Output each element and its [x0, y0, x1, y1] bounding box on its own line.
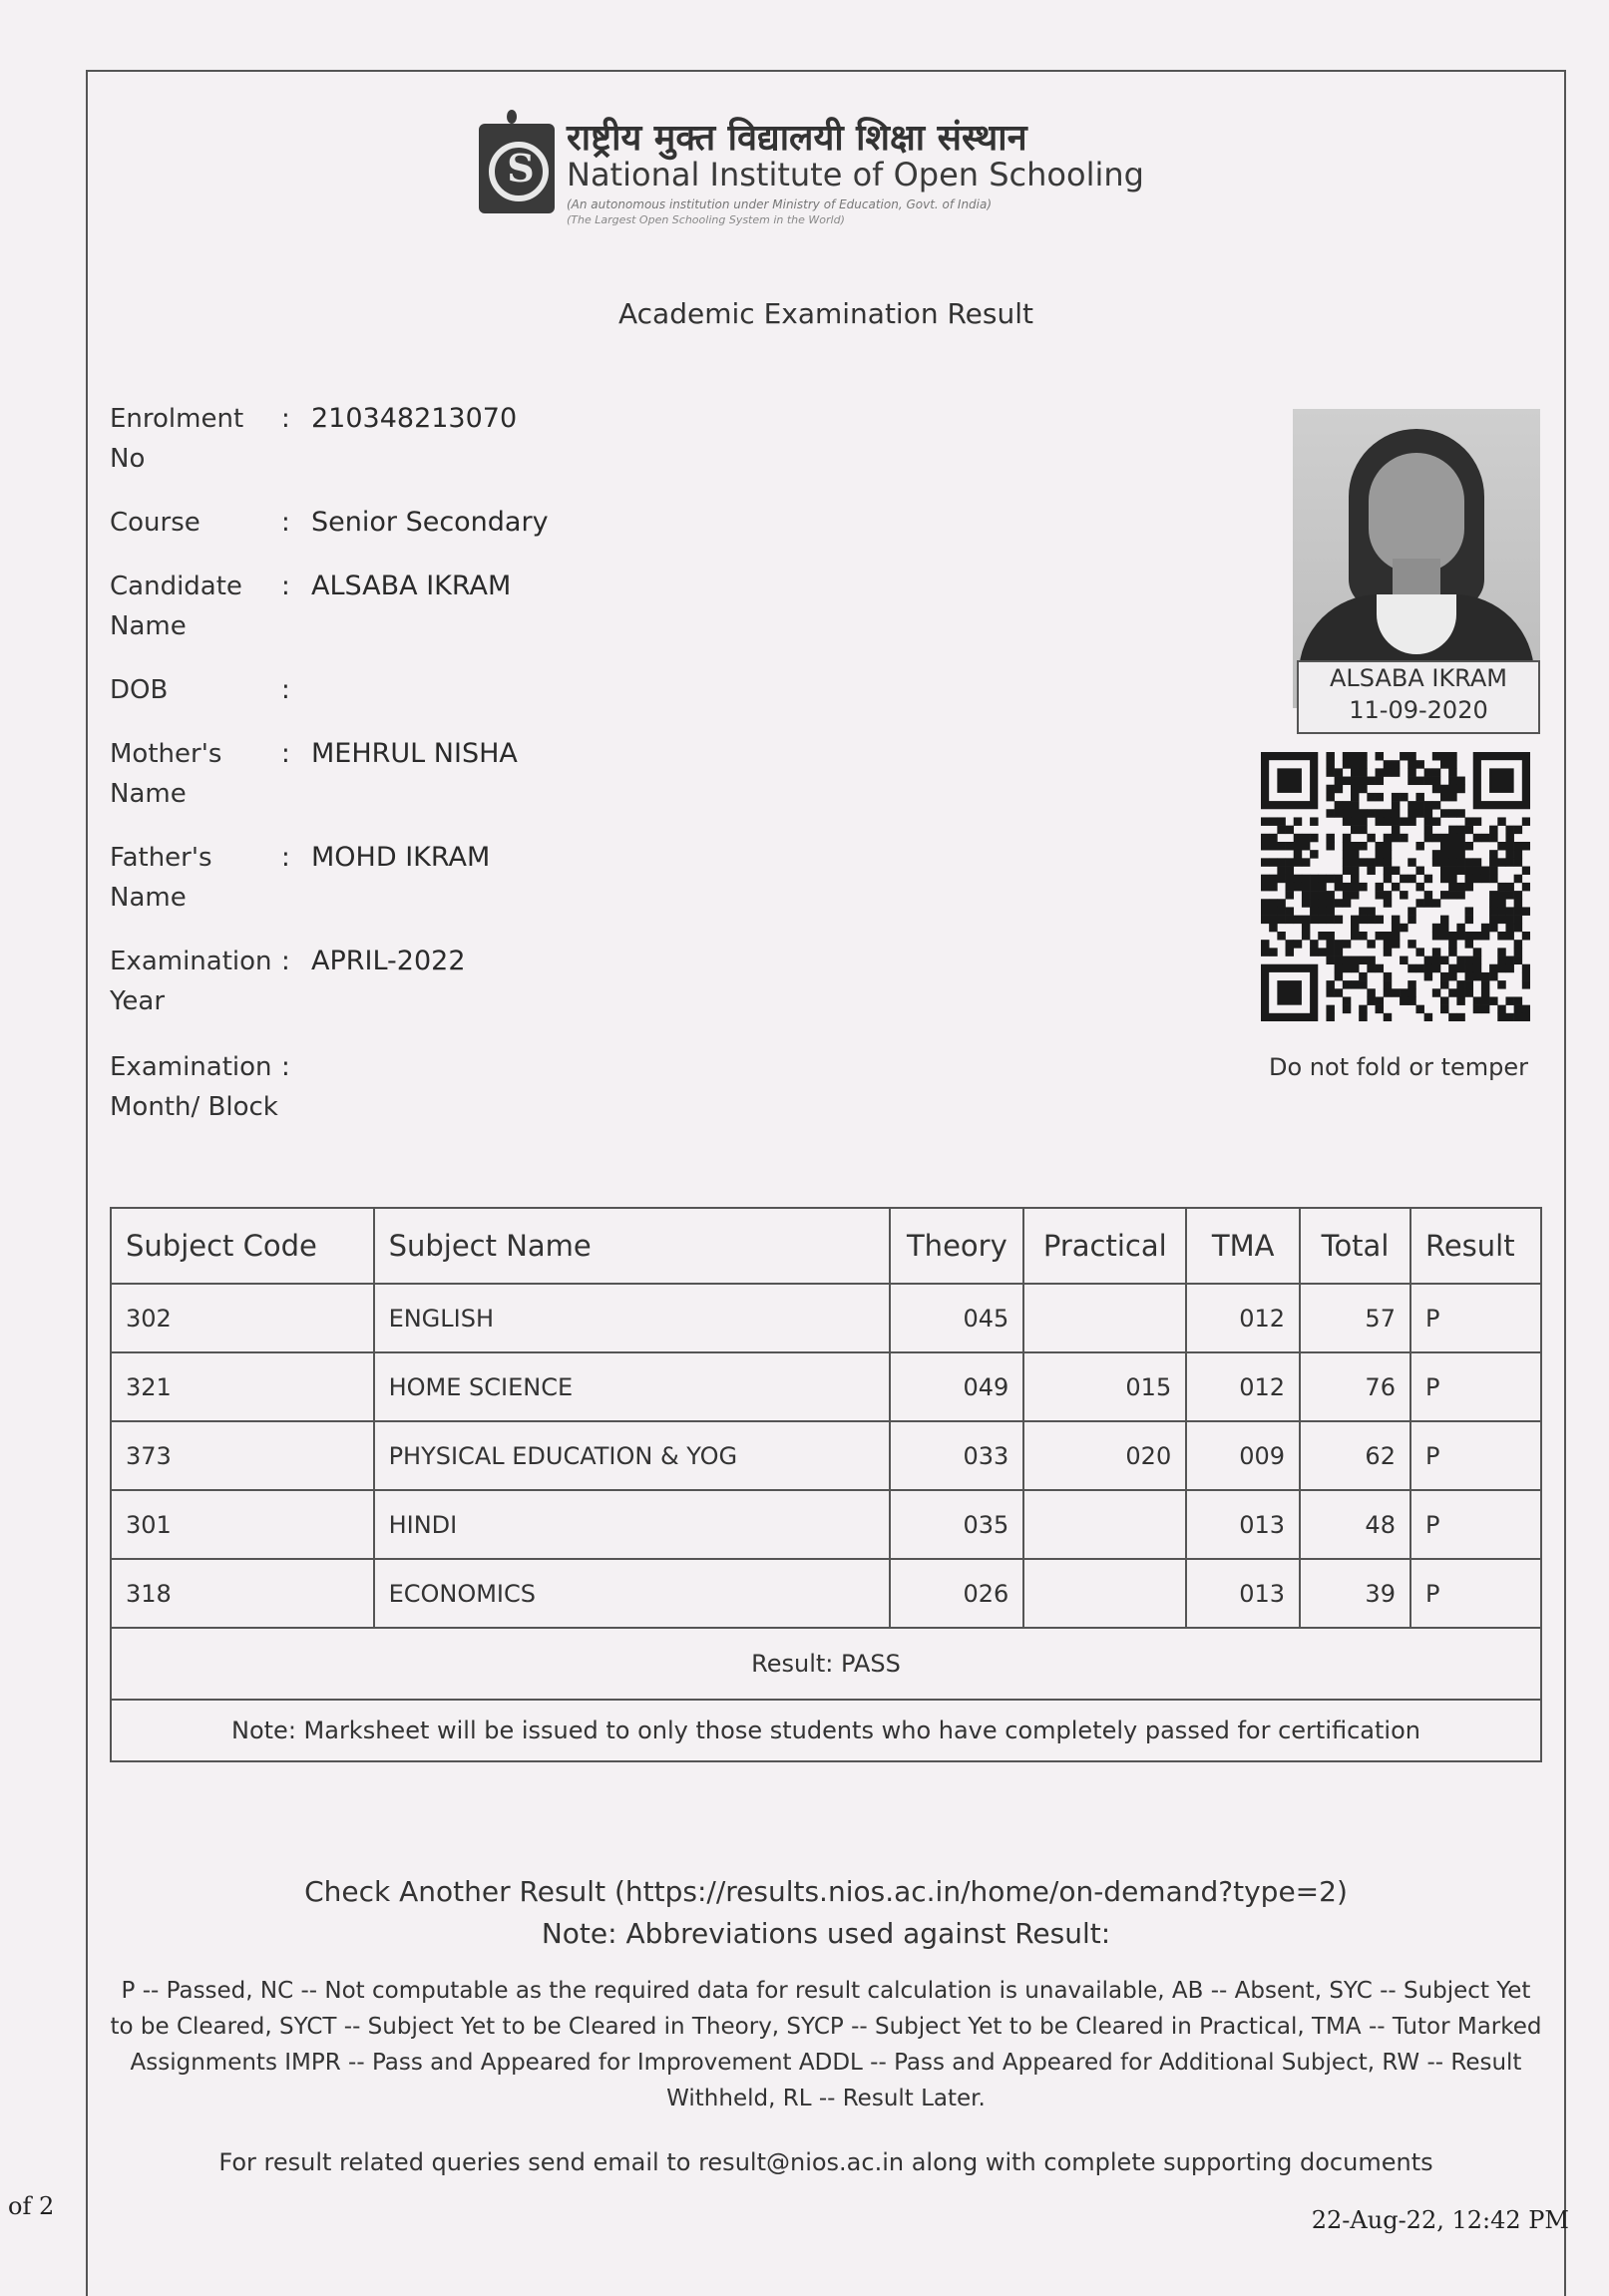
total-marks: 57 — [1300, 1284, 1410, 1352]
subject-name: ECONOMICS — [374, 1559, 891, 1628]
certification-note: Note: Marksheet will be issued to only those students who have completely passed for certification — [111, 1700, 1541, 1761]
subject-result: P — [1410, 1559, 1541, 1628]
overall-result-row — [111, 1628, 1541, 1700]
table-header-row — [111, 1208, 1541, 1284]
subject-code: 321 — [111, 1352, 374, 1421]
subject-code: 301 — [111, 1490, 374, 1559]
theory-marks: 033 — [890, 1421, 1023, 1490]
nios-logo-icon: S — [479, 124, 555, 213]
table-row — [111, 1421, 1541, 1490]
photo-date: 11-09-2020 — [1349, 696, 1488, 724]
theory-marks: 035 — [890, 1490, 1023, 1559]
table-row — [111, 1284, 1541, 1352]
photo-caption — [1297, 660, 1540, 734]
practical-marks — [1023, 1490, 1186, 1559]
qr-code-icon — [1261, 752, 1530, 1021]
table-row — [111, 1559, 1541, 1628]
results-table — [110, 1207, 1542, 1762]
total-marks: 39 — [1300, 1559, 1410, 1628]
exam-month-label: Examination Month/ Block — [110, 1052, 278, 1122]
theory-marks: 049 — [890, 1352, 1023, 1421]
org-tagline: (The Largest Open Schooling System in the World) — [567, 213, 845, 226]
org-subtitle: (An autonomous institution under Ministry of Education, Govt. of India) — [567, 197, 993, 211]
subject-code: 302 — [111, 1284, 374, 1352]
page-count: of 2 — [8, 2192, 55, 2220]
queries-note: For result related queries send email to result@nios.ac.in along with complete supporting documents — [218, 2148, 1433, 2176]
subject-result: P — [1410, 1421, 1541, 1490]
col-total: Total — [1300, 1208, 1410, 1284]
theory-marks: 045 — [890, 1284, 1023, 1352]
candidate-name-label: Candidate Name — [110, 572, 242, 641]
subject-name: HOME SCIENCE — [374, 1352, 891, 1421]
tma-marks: 012 — [1186, 1284, 1300, 1352]
certification-note-row — [111, 1700, 1541, 1761]
subject-result: P — [1410, 1352, 1541, 1421]
subject-result: P — [1410, 1490, 1541, 1559]
photo-name: ALSABA IKRAM — [1329, 664, 1508, 692]
course-value: Senior Secondary — [311, 507, 549, 538]
total-marks: 76 — [1300, 1352, 1410, 1421]
subject-result: P — [1410, 1284, 1541, 1352]
subject-name: HINDI — [374, 1490, 891, 1559]
nios-header — [479, 112, 1144, 226]
table-row — [111, 1490, 1541, 1559]
dob-label: DOB — [110, 675, 169, 705]
check-result-label: Check Another Result — [304, 1875, 606, 1908]
subject-code: 318 — [111, 1559, 374, 1628]
father-name-label: Father's Name — [110, 843, 212, 913]
check-another-result — [88, 1875, 1564, 1908]
total-marks: 62 — [1300, 1421, 1410, 1490]
tma-marks: 009 — [1186, 1421, 1300, 1490]
overall-result: Result: PASS — [111, 1628, 1541, 1700]
org-name: National Institute of Open Schooling — [567, 156, 1144, 193]
col-practical: Practical — [1023, 1208, 1186, 1284]
candidate-name-value: ALSABA IKRAM — [311, 571, 512, 601]
enrolment-label: Enrolment No — [110, 404, 244, 474]
tma-marks: 012 — [1186, 1352, 1300, 1421]
practical-marks — [1023, 1284, 1186, 1352]
print-timestamp: 22-Aug-22, 12:42 PM — [1311, 2206, 1569, 2234]
col-result: Result — [1410, 1208, 1541, 1284]
subject-code: 373 — [111, 1421, 374, 1490]
org-name-hindi: राष्ट्रीय मुक्त विद्यालयी शिक्षा संस्थान — [567, 118, 1027, 159]
col-subject-code: Subject Code — [111, 1208, 374, 1284]
theory-marks: 026 — [890, 1559, 1023, 1628]
col-tma: TMA — [1186, 1208, 1300, 1284]
total-marks: 48 — [1300, 1490, 1410, 1559]
mother-name-value: MEHRUL NISHA — [311, 738, 518, 769]
table-row — [111, 1352, 1541, 1421]
father-name-value: MOHD IKRAM — [311, 842, 491, 873]
do-not-fold-notice: Do not fold or temper — [1269, 1053, 1528, 1081]
practical-marks: 020 — [1023, 1421, 1186, 1490]
col-subject-name: Subject Name — [374, 1208, 891, 1284]
exam-year-value: APRIL-2022 — [311, 946, 466, 976]
subject-name: PHYSICAL EDUCATION & YOG — [374, 1421, 891, 1490]
mother-name-label: Mother's Name — [110, 739, 222, 809]
subject-name: ENGLISH — [374, 1284, 891, 1352]
enrolment-value: 210348213070 — [311, 403, 518, 434]
exam-year-label: Examination Year — [110, 947, 272, 1016]
check-result-link[interactable]: (https://results.nios.ac.in/home/on-demand?type=2) — [613, 1875, 1348, 1908]
tma-marks: 013 — [1186, 1559, 1300, 1628]
result-sheet: S राष्ट्रीय मुक्त विद्यालयी शिक्षा संस्थान National Institute of Open Schooling (An autonomous institution under Ministry of Education, Govt. of India) (The Largest Open Schooling System in the World) Academic Examination Result Enrolment No : 210348213070 Course : Senior Secondary Candidate Name : ALSABA IKRAM DOB : Mother's Name : MEHRUL NISHA Father's Name : MOHD IKRAM Examination Year : APRIL-2022 Examination Month/ Block : ALSABA IKRAM 11-09-2020 Do not fold or temper Subject Code Subject Name Theory Practical TMA Total Result 302 ENGLISH 045 012 57 P 321 HOME SCIENCE 049 015 012 76 P 373 PHYSICAL EDUCATION & YOG 033 020 009 62 P 301 HINDI 035 013 48 P 318 ECONOMICS 026 013 39 P Result: PASS Note: Marksheet will be issued to only those students who have completely passed for certification Check Another Result (https://results.nios.ac.in/home/on-demand?type=2) Note: Abbreviations used against Result: P -- Passed, NC -- Not computable as the required data for result calculation is unavailable, AB -- Absent, SYC -- Subject Yet to be Cleared, SYCT -- Subject Yet to be Cleared in Theory, SYCP -- Subject Yet to be Cleared in Practical, TMA -- Tutor Marked Assignments IMPR -- Pass and Appeared for Improvement ADDL -- Pass and Appeared for Additional Subject, RW -- Result Withheld, RL -- Result Later. For result related queries send email to result@nios.ac.in along with complete supporting documents — [86, 70, 1566, 2296]
practical-marks: 015 — [1023, 1352, 1186, 1421]
tma-marks: 013 — [1186, 1490, 1300, 1559]
course-label: Course — [110, 508, 201, 538]
col-theory: Theory — [890, 1208, 1023, 1284]
abbreviations-legend: P -- Passed, NC -- Not computable as the required data for result calculation is unavailable, AB -- Absent, SYC -- Subject Yet to be Cleared, SYCT -- Subject Yet to be Cleared in Theory, SYCP -- Subject Yet to be Cleared in Practical, TMA -- Tutor Marked Assignments IMPR -- Pass and Appeared for Improvement ADDL -- Pass and Appeared for Additional Subject, RW -- Result Withheld, RL -- Result Later. — [110, 1978, 1542, 2111]
abbreviations-title: Note: Abbreviations used against Result: — [541, 1917, 1111, 1950]
document-title: Academic Examination Result — [618, 297, 1033, 330]
practical-marks — [1023, 1559, 1186, 1628]
